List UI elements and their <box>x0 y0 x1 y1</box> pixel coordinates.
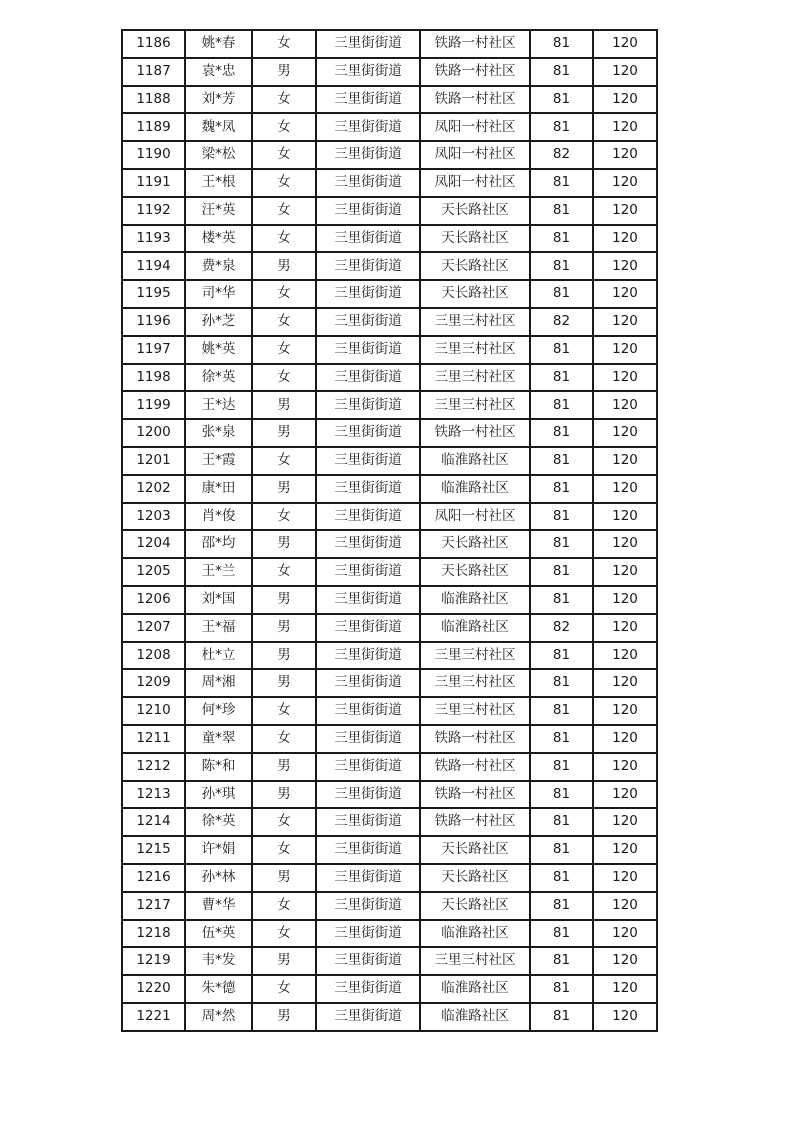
name-cell: 康*田 <box>185 475 252 503</box>
name-cell: 刘*国 <box>185 586 252 614</box>
street-cell: 三里街街道 <box>316 753 420 781</box>
table-row <box>122 947 657 975</box>
amount-cell: 120 <box>593 58 657 86</box>
street-cell: 三里街街道 <box>316 586 420 614</box>
serial-number-cell: 1217 <box>122 892 185 920</box>
serial-number-cell: 1195 <box>122 280 185 308</box>
street-cell: 三里街街道 <box>316 920 420 948</box>
gender-cell: 女 <box>252 141 316 169</box>
amount-cell: 120 <box>593 530 657 558</box>
table-row <box>122 252 657 280</box>
amount-cell: 120 <box>593 419 657 447</box>
roster-table <box>121 29 658 1032</box>
table-row <box>122 781 657 809</box>
name-cell: 徐*英 <box>185 808 252 836</box>
age-cell: 81 <box>530 252 593 280</box>
age-cell: 81 <box>530 892 593 920</box>
community-cell: 临淮路社区 <box>420 614 530 642</box>
age-cell: 81 <box>530 697 593 725</box>
age-cell: 81 <box>530 836 593 864</box>
serial-number-cell: 1197 <box>122 336 185 364</box>
table-row <box>122 447 657 475</box>
serial-number-cell: 1196 <box>122 308 185 336</box>
gender-cell: 女 <box>252 30 316 58</box>
community-cell: 铁路一村社区 <box>420 753 530 781</box>
name-cell: 王*福 <box>185 614 252 642</box>
amount-cell: 120 <box>593 1003 657 1031</box>
name-cell: 周*然 <box>185 1003 252 1031</box>
table-row <box>122 920 657 948</box>
gender-cell: 男 <box>252 1003 316 1031</box>
table-row <box>122 86 657 114</box>
name-cell: 伍*英 <box>185 920 252 948</box>
amount-cell: 120 <box>593 225 657 253</box>
gender-cell: 女 <box>252 197 316 225</box>
amount-cell: 120 <box>593 975 657 1003</box>
street-cell: 三里街街道 <box>316 530 420 558</box>
community-cell: 铁路一村社区 <box>420 86 530 114</box>
table-row <box>122 169 657 197</box>
name-cell: 何*珍 <box>185 697 252 725</box>
age-cell: 81 <box>530 503 593 531</box>
gender-cell: 女 <box>252 920 316 948</box>
age-cell: 81 <box>530 947 593 975</box>
serial-number-cell: 1203 <box>122 503 185 531</box>
amount-cell: 120 <box>593 920 657 948</box>
community-cell: 凤阳一村社区 <box>420 503 530 531</box>
amount-cell: 120 <box>593 197 657 225</box>
gender-cell: 女 <box>252 280 316 308</box>
street-cell: 三里街街道 <box>316 308 420 336</box>
gender-cell: 女 <box>252 836 316 864</box>
table-row <box>122 892 657 920</box>
street-cell: 三里街街道 <box>316 503 420 531</box>
street-cell: 三里街街道 <box>316 447 420 475</box>
amount-cell: 120 <box>593 141 657 169</box>
age-cell: 81 <box>530 808 593 836</box>
name-cell: 袁*忠 <box>185 58 252 86</box>
gender-cell: 男 <box>252 781 316 809</box>
table-row <box>122 336 657 364</box>
community-cell: 天长路社区 <box>420 836 530 864</box>
age-cell: 81 <box>530 225 593 253</box>
table-row <box>122 614 657 642</box>
street-cell: 三里街街道 <box>316 86 420 114</box>
street-cell: 三里街街道 <box>316 58 420 86</box>
age-cell: 81 <box>530 558 593 586</box>
serial-number-cell: 1204 <box>122 530 185 558</box>
amount-cell: 120 <box>593 280 657 308</box>
age-cell: 81 <box>530 864 593 892</box>
serial-number-cell: 1218 <box>122 920 185 948</box>
street-cell: 三里街街道 <box>316 419 420 447</box>
serial-number-cell: 1186 <box>122 30 185 58</box>
amount-cell: 120 <box>593 781 657 809</box>
name-cell: 王*根 <box>185 169 252 197</box>
serial-number-cell: 1191 <box>122 169 185 197</box>
amount-cell: 120 <box>593 836 657 864</box>
name-cell: 魏*凤 <box>185 113 252 141</box>
serial-number-cell: 1192 <box>122 197 185 225</box>
amount-cell: 120 <box>593 113 657 141</box>
table-row <box>122 864 657 892</box>
serial-number-cell: 1189 <box>122 113 185 141</box>
table-row <box>122 364 657 392</box>
amount-cell: 120 <box>593 391 657 419</box>
gender-cell: 女 <box>252 697 316 725</box>
amount-cell: 120 <box>593 336 657 364</box>
gender-cell: 女 <box>252 892 316 920</box>
name-cell: 刘*芳 <box>185 86 252 114</box>
street-cell: 三里街街道 <box>316 1003 420 1031</box>
community-cell: 铁路一村社区 <box>420 419 530 447</box>
table-row <box>122 30 657 58</box>
street-cell: 三里街街道 <box>316 892 420 920</box>
street-cell: 三里街街道 <box>316 669 420 697</box>
amount-cell: 120 <box>593 808 657 836</box>
gender-cell: 男 <box>252 530 316 558</box>
table-row <box>122 280 657 308</box>
name-cell: 孙*琪 <box>185 781 252 809</box>
table-row <box>122 419 657 447</box>
amount-cell: 120 <box>593 753 657 781</box>
table-row <box>122 642 657 670</box>
age-cell: 81 <box>530 419 593 447</box>
community-cell: 三里三村社区 <box>420 391 530 419</box>
street-cell: 三里街街道 <box>316 836 420 864</box>
serial-number-cell: 1212 <box>122 753 185 781</box>
table-row <box>122 808 657 836</box>
community-cell: 铁路一村社区 <box>420 781 530 809</box>
table-row <box>122 669 657 697</box>
amount-cell: 120 <box>593 614 657 642</box>
age-cell: 81 <box>530 975 593 1003</box>
amount-cell: 120 <box>593 697 657 725</box>
name-cell: 徐*英 <box>185 364 252 392</box>
community-cell: 铁路一村社区 <box>420 58 530 86</box>
amount-cell: 120 <box>593 308 657 336</box>
serial-number-cell: 1213 <box>122 781 185 809</box>
street-cell: 三里街街道 <box>316 475 420 503</box>
name-cell: 肖*俊 <box>185 503 252 531</box>
street-cell: 三里街街道 <box>316 169 420 197</box>
amount-cell: 120 <box>593 169 657 197</box>
street-cell: 三里街街道 <box>316 642 420 670</box>
name-cell: 邵*均 <box>185 530 252 558</box>
name-cell: 梁*松 <box>185 141 252 169</box>
age-cell: 81 <box>530 781 593 809</box>
name-cell: 杜*立 <box>185 642 252 670</box>
serial-number-cell: 1215 <box>122 836 185 864</box>
name-cell: 朱*德 <box>185 975 252 1003</box>
table-row <box>122 697 657 725</box>
serial-number-cell: 1202 <box>122 475 185 503</box>
serial-number-cell: 1205 <box>122 558 185 586</box>
community-cell: 临淮路社区 <box>420 447 530 475</box>
table-row <box>122 753 657 781</box>
serial-number-cell: 1193 <box>122 225 185 253</box>
table-row <box>122 503 657 531</box>
age-cell: 81 <box>530 364 593 392</box>
street-cell: 三里街街道 <box>316 725 420 753</box>
serial-number-cell: 1214 <box>122 808 185 836</box>
community-cell: 天长路社区 <box>420 864 530 892</box>
gender-cell: 女 <box>252 975 316 1003</box>
street-cell: 三里街街道 <box>316 30 420 58</box>
street-cell: 三里街街道 <box>316 781 420 809</box>
age-cell: 81 <box>530 280 593 308</box>
name-cell: 楼*英 <box>185 225 252 253</box>
amount-cell: 120 <box>593 475 657 503</box>
table-row <box>122 1003 657 1031</box>
community-cell: 铁路一村社区 <box>420 725 530 753</box>
gender-cell: 女 <box>252 308 316 336</box>
gender-cell: 男 <box>252 614 316 642</box>
community-cell: 三里三村社区 <box>420 336 530 364</box>
gender-cell: 男 <box>252 475 316 503</box>
table-row <box>122 975 657 1003</box>
age-cell: 81 <box>530 197 593 225</box>
serial-number-cell: 1201 <box>122 447 185 475</box>
street-cell: 三里街街道 <box>316 697 420 725</box>
age-cell: 81 <box>530 336 593 364</box>
name-cell: 王*兰 <box>185 558 252 586</box>
street-cell: 三里街街道 <box>316 864 420 892</box>
street-cell: 三里街街道 <box>316 975 420 1003</box>
serial-number-cell: 1210 <box>122 697 185 725</box>
gender-cell: 女 <box>252 725 316 753</box>
age-cell: 81 <box>530 530 593 558</box>
amount-cell: 120 <box>593 558 657 586</box>
serial-number-cell: 1207 <box>122 614 185 642</box>
community-cell: 三里三村社区 <box>420 308 530 336</box>
name-cell: 张*泉 <box>185 419 252 447</box>
serial-number-cell: 1187 <box>122 58 185 86</box>
street-cell: 三里街街道 <box>316 141 420 169</box>
street-cell: 三里街街道 <box>316 614 420 642</box>
street-cell: 三里街街道 <box>316 558 420 586</box>
name-cell: 姚*英 <box>185 336 252 364</box>
gender-cell: 男 <box>252 419 316 447</box>
table-row <box>122 58 657 86</box>
table-row <box>122 141 657 169</box>
street-cell: 三里街街道 <box>316 252 420 280</box>
age-cell: 81 <box>530 391 593 419</box>
gender-cell: 男 <box>252 58 316 86</box>
community-cell: 天长路社区 <box>420 252 530 280</box>
serial-number-cell: 1194 <box>122 252 185 280</box>
serial-number-cell: 1219 <box>122 947 185 975</box>
age-cell: 81 <box>530 1003 593 1031</box>
serial-number-cell: 1199 <box>122 391 185 419</box>
serial-number-cell: 1221 <box>122 1003 185 1031</box>
table-row <box>122 586 657 614</box>
amount-cell: 120 <box>593 252 657 280</box>
street-cell: 三里街街道 <box>316 808 420 836</box>
community-cell: 临淮路社区 <box>420 475 530 503</box>
community-cell: 三里三村社区 <box>420 697 530 725</box>
serial-number-cell: 1190 <box>122 141 185 169</box>
name-cell: 费*泉 <box>185 252 252 280</box>
community-cell: 天长路社区 <box>420 197 530 225</box>
table-row <box>122 308 657 336</box>
community-cell: 临淮路社区 <box>420 1003 530 1031</box>
community-cell: 天长路社区 <box>420 280 530 308</box>
age-cell: 81 <box>530 642 593 670</box>
age-cell: 81 <box>530 920 593 948</box>
serial-number-cell: 1209 <box>122 669 185 697</box>
community-cell: 铁路一村社区 <box>420 30 530 58</box>
amount-cell: 120 <box>593 447 657 475</box>
name-cell: 王*达 <box>185 391 252 419</box>
amount-cell: 120 <box>593 669 657 697</box>
age-cell: 81 <box>530 86 593 114</box>
street-cell: 三里街街道 <box>316 364 420 392</box>
gender-cell: 女 <box>252 558 316 586</box>
community-cell: 临淮路社区 <box>420 920 530 948</box>
name-cell: 孙*林 <box>185 864 252 892</box>
amount-cell: 120 <box>593 642 657 670</box>
table-row <box>122 530 657 558</box>
community-cell: 铁路一村社区 <box>420 808 530 836</box>
name-cell: 陈*和 <box>185 753 252 781</box>
gender-cell: 男 <box>252 753 316 781</box>
amount-cell: 120 <box>593 586 657 614</box>
table-row <box>122 725 657 753</box>
street-cell: 三里街街道 <box>316 280 420 308</box>
gender-cell: 男 <box>252 642 316 670</box>
serial-number-cell: 1198 <box>122 364 185 392</box>
community-cell: 三里三村社区 <box>420 642 530 670</box>
gender-cell: 女 <box>252 225 316 253</box>
age-cell: 81 <box>530 725 593 753</box>
gender-cell: 女 <box>252 808 316 836</box>
gender-cell: 男 <box>252 864 316 892</box>
community-cell: 天长路社区 <box>420 530 530 558</box>
community-cell: 临淮路社区 <box>420 975 530 1003</box>
age-cell: 81 <box>530 30 593 58</box>
amount-cell: 120 <box>593 364 657 392</box>
community-cell: 凤阳一村社区 <box>420 141 530 169</box>
street-cell: 三里街街道 <box>316 336 420 364</box>
community-cell: 临淮路社区 <box>420 586 530 614</box>
age-cell: 81 <box>530 113 593 141</box>
amount-cell: 120 <box>593 30 657 58</box>
community-cell: 凤阳一村社区 <box>420 113 530 141</box>
street-cell: 三里街街道 <box>316 947 420 975</box>
name-cell: 周*湘 <box>185 669 252 697</box>
table-row <box>122 475 657 503</box>
street-cell: 三里街街道 <box>316 225 420 253</box>
community-cell: 天长路社区 <box>420 225 530 253</box>
street-cell: 三里街街道 <box>316 113 420 141</box>
street-cell: 三里街街道 <box>316 197 420 225</box>
gender-cell: 男 <box>252 669 316 697</box>
age-cell: 82 <box>530 308 593 336</box>
serial-number-cell: 1188 <box>122 86 185 114</box>
table-row <box>122 836 657 864</box>
street-cell: 三里街街道 <box>316 391 420 419</box>
community-cell: 三里三村社区 <box>420 364 530 392</box>
table-row <box>122 558 657 586</box>
community-cell: 凤阳一村社区 <box>420 169 530 197</box>
roster-table-body <box>122 30 657 1031</box>
table-row <box>122 197 657 225</box>
name-cell: 曹*华 <box>185 892 252 920</box>
amount-cell: 120 <box>593 864 657 892</box>
amount-cell: 120 <box>593 725 657 753</box>
gender-cell: 女 <box>252 336 316 364</box>
age-cell: 82 <box>530 614 593 642</box>
table-row <box>122 391 657 419</box>
name-cell: 汪*英 <box>185 197 252 225</box>
amount-cell: 120 <box>593 503 657 531</box>
age-cell: 81 <box>530 169 593 197</box>
serial-number-cell: 1216 <box>122 864 185 892</box>
gender-cell: 男 <box>252 947 316 975</box>
amount-cell: 120 <box>593 892 657 920</box>
age-cell: 81 <box>530 475 593 503</box>
gender-cell: 男 <box>252 586 316 614</box>
name-cell: 童*翠 <box>185 725 252 753</box>
community-cell: 天长路社区 <box>420 892 530 920</box>
age-cell: 81 <box>530 447 593 475</box>
amount-cell: 120 <box>593 947 657 975</box>
table-row <box>122 113 657 141</box>
gender-cell: 男 <box>252 391 316 419</box>
serial-number-cell: 1206 <box>122 586 185 614</box>
gender-cell: 女 <box>252 447 316 475</box>
serial-number-cell: 1220 <box>122 975 185 1003</box>
name-cell: 许*娟 <box>185 836 252 864</box>
gender-cell: 女 <box>252 113 316 141</box>
table-row <box>122 225 657 253</box>
gender-cell: 男 <box>252 252 316 280</box>
gender-cell: 女 <box>252 364 316 392</box>
age-cell: 81 <box>530 669 593 697</box>
name-cell: 姚*春 <box>185 30 252 58</box>
gender-cell: 女 <box>252 503 316 531</box>
name-cell: 韦*发 <box>185 947 252 975</box>
community-cell: 三里三村社区 <box>420 669 530 697</box>
name-cell: 司*华 <box>185 280 252 308</box>
serial-number-cell: 1208 <box>122 642 185 670</box>
age-cell: 81 <box>530 753 593 781</box>
amount-cell: 120 <box>593 86 657 114</box>
community-cell: 三里三村社区 <box>420 947 530 975</box>
age-cell: 81 <box>530 586 593 614</box>
serial-number-cell: 1211 <box>122 725 185 753</box>
age-cell: 81 <box>530 58 593 86</box>
name-cell: 孙*芝 <box>185 308 252 336</box>
name-cell: 王*霞 <box>185 447 252 475</box>
gender-cell: 女 <box>252 86 316 114</box>
serial-number-cell: 1200 <box>122 419 185 447</box>
age-cell: 82 <box>530 141 593 169</box>
gender-cell: 女 <box>252 169 316 197</box>
community-cell: 天长路社区 <box>420 558 530 586</box>
